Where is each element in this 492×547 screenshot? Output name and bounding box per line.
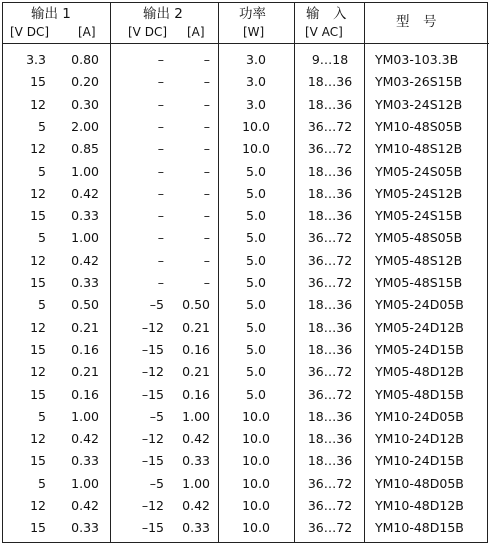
output2-voltage: –: [157, 163, 164, 179]
header-input: 输 入: [306, 6, 347, 22]
power-value: 10.0: [242, 118, 270, 134]
power-value: 5.0: [246, 230, 266, 246]
input-range: 18…36: [307, 74, 353, 90]
input-range: 18…36: [307, 341, 353, 357]
power-value: 10.0: [242, 408, 270, 424]
power-value: 10.0: [242, 453, 270, 469]
input-range: 18…36: [307, 163, 353, 179]
input-range: 36…72: [307, 275, 353, 290]
table-row: [3, 273, 489, 295]
output1-current: 0.20: [71, 74, 99, 90]
output1-current: 0.33: [71, 520, 99, 536]
output1-voltage: 5: [38, 230, 46, 246]
table-row: [3, 362, 489, 384]
output1-current: 1.00: [71, 230, 99, 246]
model-number: YM03-24S12B: [375, 96, 463, 112]
spec-table: [2, 2, 488, 543]
output2-voltage: –: [157, 52, 164, 67]
output2-current: 0.33: [182, 520, 210, 536]
output1-current: 0.85: [71, 141, 99, 157]
output1-voltage: 5: [38, 475, 46, 491]
input-range: 36…72: [307, 230, 353, 246]
output2-current: –: [203, 74, 210, 90]
input-range: 36…72: [307, 475, 353, 491]
output1-voltage: 5: [38, 118, 46, 134]
output1-current: 0.33: [71, 275, 99, 290]
output2-voltage: –: [157, 141, 164, 157]
output2-voltage: –5: [149, 475, 164, 491]
table-row: [3, 340, 489, 362]
output1-voltage: 15: [30, 386, 46, 402]
model-number: YM05-24S15B: [375, 208, 463, 224]
model-number: YM05-24D05B: [375, 297, 464, 313]
output1-current: 0.42: [71, 252, 99, 268]
output2-voltage: –12: [141, 498, 164, 513]
output1-current: 1.00: [71, 475, 99, 491]
output1-current: 0.21: [71, 319, 99, 335]
output1-voltage: 12: [30, 185, 46, 201]
table-row: [3, 518, 489, 540]
input-range: 36…72: [307, 118, 353, 134]
model-number: YM05-48D12B: [375, 364, 464, 380]
output2-current: –: [203, 52, 210, 67]
output2-current: 0.42: [182, 498, 210, 513]
header-output1-current-unit: [A]: [78, 25, 96, 39]
table-row: [3, 251, 489, 273]
output1-voltage: 12: [30, 364, 46, 380]
input-range: 36…72: [307, 141, 353, 157]
output1-voltage: 12: [30, 498, 46, 513]
output2-current: 0.21: [182, 319, 210, 335]
output2-current: 0.33: [182, 453, 210, 469]
output2-current: –: [203, 252, 210, 268]
input-range: 18…36: [307, 297, 353, 313]
power-value: 10.0: [242, 520, 270, 536]
power-value: 5.0: [246, 275, 266, 290]
header-input-unit: [V AC]: [305, 25, 343, 39]
output2-voltage: –12: [141, 364, 164, 380]
output2-current: –: [203, 185, 210, 201]
output1-voltage: 15: [30, 453, 46, 469]
output2-current: 0.16: [182, 386, 210, 402]
output2-voltage: –12: [141, 431, 164, 447]
output2-current: 0.50: [182, 297, 210, 313]
table-row: [3, 50, 489, 72]
table-row: [3, 451, 489, 473]
model-number: YM10-48D15B: [375, 520, 464, 536]
power-value: 5.0: [246, 319, 266, 335]
model-number: YM10-48S12B: [375, 141, 463, 157]
header-output1-voltage-unit: [V DC]: [10, 25, 50, 39]
output1-voltage: 15: [30, 275, 46, 290]
table-row: [3, 496, 489, 518]
output2-current: 0.21: [182, 364, 210, 380]
power-value: 5.0: [246, 297, 266, 313]
model-number: YM05-24D15B: [375, 341, 464, 357]
power-value: 5.0: [246, 341, 266, 357]
table-row: [3, 295, 489, 317]
output2-voltage: –: [157, 275, 164, 290]
model-number: YM05-48S12B: [375, 252, 463, 268]
power-value: 5.0: [246, 386, 266, 402]
model-number: YM05-24D12B: [375, 319, 464, 335]
output2-voltage: –: [157, 118, 164, 134]
output1-voltage: 15: [30, 341, 46, 357]
output1-current: 0.42: [71, 498, 99, 513]
output2-voltage: –: [157, 252, 164, 268]
input-range: 36…72: [307, 498, 353, 513]
output1-voltage: 5: [38, 297, 46, 313]
output2-voltage: –12: [141, 319, 164, 335]
table-row: [3, 429, 489, 451]
output2-voltage: –5: [149, 408, 164, 424]
table-row: [3, 407, 489, 429]
model-number: YM03-26S15B: [375, 74, 463, 90]
output2-voltage: –5: [149, 297, 164, 313]
output2-voltage: –: [157, 74, 164, 90]
output1-current: 0.42: [71, 185, 99, 201]
output2-current: 1.00: [182, 475, 210, 491]
output2-current: –: [203, 230, 210, 246]
output1-voltage: 5: [38, 163, 46, 179]
output2-voltage: –: [157, 96, 164, 112]
output1-current: 0.21: [71, 364, 99, 380]
output2-voltage: –15: [141, 341, 164, 357]
table-row: [3, 117, 489, 139]
output2-voltage: –15: [141, 520, 164, 536]
input-range: 18…36: [307, 431, 353, 447]
model-number: YM10-24D05B: [375, 408, 464, 424]
output2-current: –: [203, 96, 210, 112]
header-output2-voltage-unit: [V DC]: [128, 25, 168, 39]
header-output2-current-unit: [A]: [187, 25, 205, 39]
header-output2: 输出 2: [143, 6, 183, 22]
output2-current: –: [203, 118, 210, 134]
power-value: 5.0: [246, 163, 266, 179]
table-row: [3, 206, 489, 228]
output1-voltage: 15: [30, 208, 46, 224]
power-value: 10.0: [242, 141, 270, 157]
model-number: YM10-24D15B: [375, 453, 464, 469]
input-range: 18…36: [307, 185, 353, 201]
output1-current: 0.33: [71, 453, 99, 469]
output1-current: 0.16: [71, 386, 99, 402]
model-number: YM05-48S15B: [375, 275, 463, 290]
power-value: 3.0: [246, 74, 266, 90]
input-range: 18…36: [307, 208, 353, 224]
header-power: 功率: [239, 6, 266, 22]
input-range: 18…36: [307, 408, 353, 424]
power-value: 5.0: [246, 208, 266, 224]
model-number: YM03-103.3B: [375, 52, 459, 67]
header-output1: 输出 1: [31, 6, 71, 22]
power-value: 3.0: [246, 96, 266, 112]
output1-voltage: 12: [30, 431, 46, 447]
power-value: 3.0: [246, 52, 266, 67]
output2-current: –: [203, 208, 210, 224]
output2-voltage: –: [157, 230, 164, 246]
output2-current: –: [203, 275, 210, 290]
output2-current: –: [203, 163, 210, 179]
table-row: [3, 72, 489, 94]
model-number: YM10-48S05B: [375, 118, 463, 134]
output2-current: –: [203, 141, 210, 157]
input-range: 36…72: [307, 252, 353, 268]
output1-voltage: 3.3: [26, 52, 46, 67]
output1-current: 0.30: [71, 96, 99, 112]
power-value: 5.0: [246, 252, 266, 268]
input-range: 36…72: [307, 386, 353, 402]
output2-voltage: –: [157, 185, 164, 201]
output1-current: 0.16: [71, 341, 99, 357]
model-number: YM10-48D05B: [375, 475, 464, 491]
input-range: 9…18: [311, 52, 349, 67]
output1-current: 1.00: [71, 163, 99, 179]
output2-current: 1.00: [182, 408, 210, 424]
output1-current: 0.50: [71, 297, 99, 313]
power-value: 5.0: [246, 185, 266, 201]
model-number: YM05-48D15B: [375, 386, 464, 402]
power-value: 10.0: [242, 498, 270, 513]
output1-voltage: 12: [30, 96, 46, 112]
output1-current: 0.33: [71, 208, 99, 224]
model-number: YM05-24S12B: [375, 185, 463, 201]
power-value: 10.0: [242, 431, 270, 447]
input-range: 18…36: [307, 319, 353, 335]
table-row: [3, 162, 489, 184]
input-range: 36…72: [307, 520, 353, 536]
table-row: [3, 318, 489, 340]
output2-voltage: –15: [141, 453, 164, 469]
model-number: YM10-48D12B: [375, 498, 464, 513]
output2-voltage: –15: [141, 386, 164, 402]
output1-voltage: 12: [30, 141, 46, 157]
table-row: [3, 228, 489, 250]
table-row: [3, 184, 489, 206]
output1-current: 2.00: [71, 118, 99, 134]
output2-current: 0.42: [182, 431, 210, 447]
model-number: YM05-48S05B: [375, 230, 463, 246]
output2-current: 0.16: [182, 341, 210, 357]
table-header: [3, 3, 489, 44]
input-range: 18…36: [307, 453, 353, 469]
table-row: [3, 385, 489, 407]
input-range: 18…36: [307, 96, 353, 112]
output1-voltage: 12: [30, 319, 46, 335]
output1-voltage: 12: [30, 252, 46, 268]
header-model: 型 号: [396, 14, 437, 30]
input-range: 36…72: [307, 364, 353, 380]
header-power-unit: [W]: [243, 25, 265, 39]
table-row: [3, 474, 489, 496]
output1-voltage: 15: [30, 74, 46, 90]
output1-voltage: 15: [30, 520, 46, 536]
table-row: [3, 139, 489, 161]
power-value: 10.0: [242, 475, 270, 491]
output1-current: 1.00: [71, 408, 99, 424]
table-row: [3, 95, 489, 117]
output2-voltage: –: [157, 208, 164, 224]
model-number: YM10-24D12B: [375, 431, 464, 447]
output1-voltage: 5: [38, 408, 46, 424]
power-value: 5.0: [246, 364, 266, 380]
output1-current: 0.80: [71, 52, 99, 67]
model-number: YM05-24S05B: [375, 163, 463, 179]
output1-current: 0.42: [71, 431, 99, 447]
